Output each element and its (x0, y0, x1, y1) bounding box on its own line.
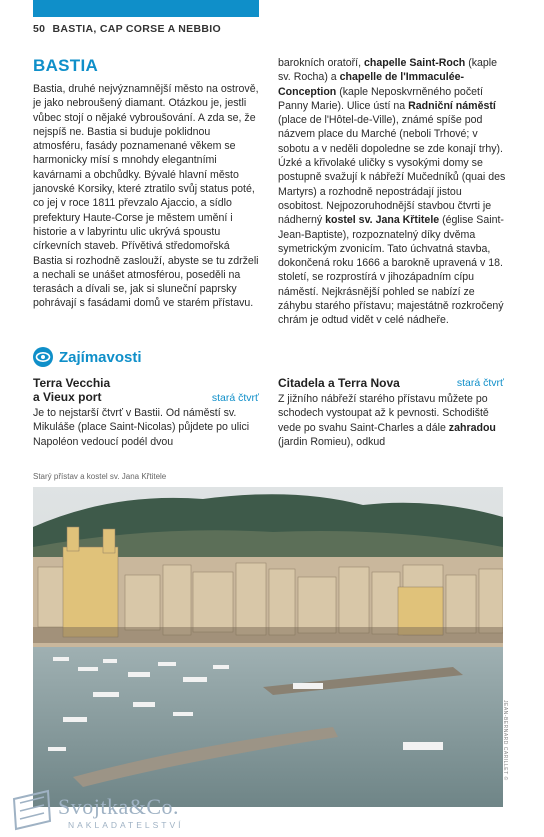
photo-credit: JEAN-BERNARD CARILLET © (502, 700, 508, 781)
intro-paragraph: Bastia, druhé nejvýznamnější město na ostrově, je jako nebroušený diamant. Otázkou je, jestli vůbec stojí o nějaké vybroušování. A zda se, že nejspíš ne. Bastia si buduje poklidnou atmosféru, fasády poznamenané věkem se harmonicky mísí s mnohdy elegantními kavárnami a obchůdky. Bývalé hlavní město janovské Korsiky, které ztratilo svůj status poté, co jej v roce 1811 převzalo Ajaccio, a sídlo prefektury Haute-Corse je městem umění i historie a v labyrintu ulic ukrývá spoustu církevních staveb. Přívětivá středomořská Bastia si rozhodně zaslouží, abyste se tu zdrželi a nechali se unášet atmosférou, poseděli na terasách a dívali se, jak si sluneční paprsky pohrávají s fasádami domů ve starém přístavu. (33, 83, 259, 310)
bold-term: chapelle Saint-Roch (363, 57, 466, 69)
eye-icon (33, 347, 53, 367)
publisher-name: Svojtka&Co. (58, 794, 180, 819)
photo-caption: Starý přístav a kostel sv. Jana Křtitele (33, 472, 167, 481)
poi-tag: stará čtvrť (211, 392, 259, 404)
poi-text: Je to nejstarší čtvrť v Bastii. Od náměstí sv. Mikuláše (place Saint-Nicolas) půjdete po ulici Napoléon vedoucí podél dvou (33, 407, 250, 448)
poi-text: Z jižního nábřeží starého přístavu můžete po schodech vystoupat až k pevnosti. Schodiště vede po svahu Saint-Charles a dále zahradou (jardin Romieu), odkud (278, 393, 496, 448)
left-column (33, 56, 259, 311)
running-header (33, 23, 221, 35)
right-paragraph: barokních oratoří, chapelle Saint-Roch (kaple sv. Rocha) a chapelle de l'Immaculée-Conception (kaple Neposkvrněného početí Panny Marie). Ulice ústí na Radniční náměstí (place de l'Hôtel-de-Ville), známé spíše pod názvem place du Marché (neboli Trhové; v sobotu a v neděli dopoledne se zde konají trhy). Úzké a křivolaké uličky s vysokými domy se postupně svažují k nábřeží Mučedníků (quai des Martyrs) a rozhodně nepostrádají jistou osobitost. Nejpozoruhodnější stavbou čtvrti je nádherný kostel sv. Jana Křtitele (église Saint-Jean-Baptiste), rozpoznatelný díky dvěma symetrickým zvonicím. Tato úchvatná stavba, dokončená roku 1666 a barokně upravená v 18. století, se rozprostírá v jihozápadním cípu náměstí. Nejkrásnější pohled se nabízí ze záhybu starého přístavu; majestátně rozkročený chrám je odtud vidět v celé nádheře. (278, 57, 506, 327)
poi-name-line2: a Vieux port (33, 390, 102, 404)
publisher-subtitle: NAKLADATELSTVÍ (68, 820, 184, 830)
top-color-bar (33, 0, 259, 17)
page-number: 50 (33, 23, 46, 35)
running-title: BASTIA, CAP CORSE A NEBBIO (52, 23, 221, 35)
right-column (278, 56, 508, 328)
poi-name: Terra Vecchia (33, 376, 111, 390)
poi-terra-vecchia (33, 376, 259, 449)
bold-term: Radniční náměstí (408, 99, 496, 112)
poi-citadela (278, 376, 504, 449)
harbour-photo (33, 487, 503, 807)
section-heading (33, 347, 142, 367)
bold-term: chapelle de l'Immaculée-Conception (278, 71, 465, 98)
article-title: BASTIA (33, 56, 99, 75)
poi-name: Citadela a Terra Nova (278, 376, 400, 390)
bold-term: kostel sv. Jana Křtitele (325, 214, 440, 227)
bold-term: zahradou (448, 421, 496, 434)
section-title: Zajímavosti (59, 348, 142, 366)
poi-tag: stará čtvrť (456, 377, 504, 389)
